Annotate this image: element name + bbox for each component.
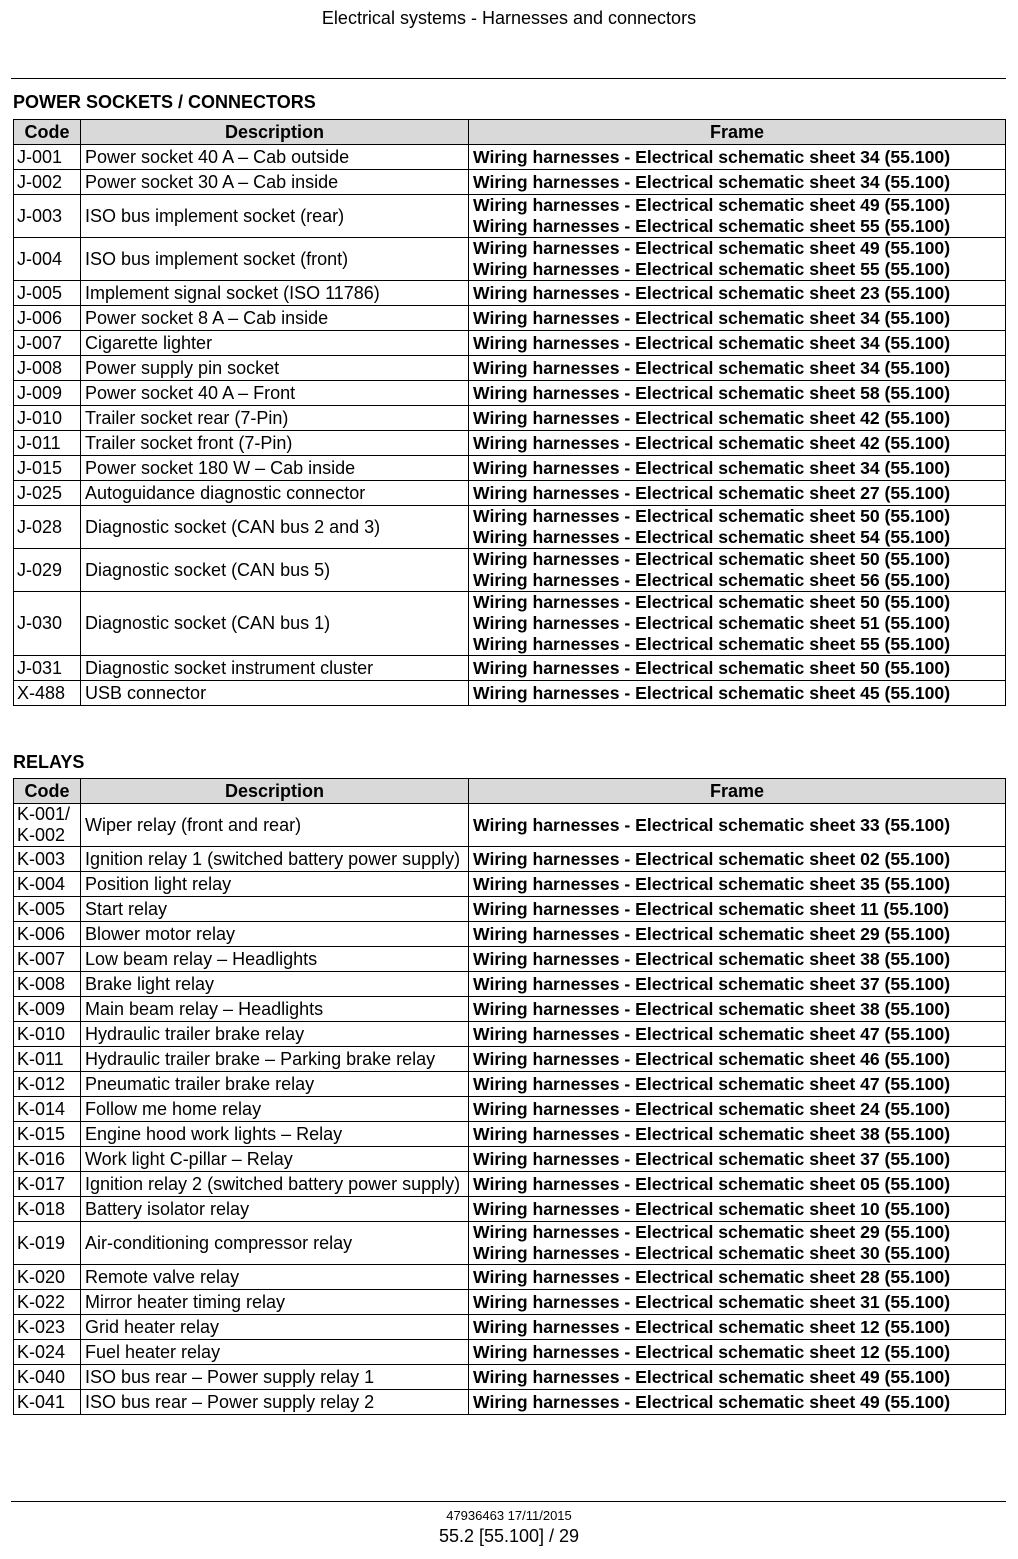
row-frame — [469, 549, 1006, 592]
row-description: Diagnostic socket (CAN bus 2 and 3) — [81, 506, 469, 549]
row-frame — [469, 1265, 1006, 1290]
row-frame — [469, 922, 1006, 947]
row-description: Battery isolator relay — [81, 1197, 469, 1222]
row-description: ISO bus rear – Power supply relay 1 — [81, 1365, 469, 1390]
row-code: K-023 — [14, 1315, 81, 1340]
frame-reference-link[interactable]: Wiring harnesses - Electrical schematic sheet 27 (55.100) — [473, 482, 951, 503]
frame-reference-link[interactable]: Wiring harnesses - Electrical schematic sheet 29 (55.100) — [473, 1222, 951, 1242]
row-code: J-030 — [14, 592, 81, 656]
row-description: Ignition relay 2 (switched battery power supply) — [81, 1172, 469, 1197]
table-row — [14, 1022, 1006, 1047]
table-row — [14, 1197, 1006, 1222]
row-frame — [469, 431, 1006, 456]
row-code: J-004 — [14, 238, 81, 281]
row-frame — [469, 1197, 1006, 1222]
row-frame — [469, 481, 1006, 506]
column-header-description: Description — [81, 120, 469, 145]
row-frame — [469, 897, 1006, 922]
row-frame — [469, 506, 1006, 549]
row-frame — [469, 804, 1006, 847]
row-code: K-022 — [14, 1290, 81, 1315]
table-row — [14, 506, 1006, 549]
row-code: J-025 — [14, 481, 81, 506]
footer-rule — [11, 1501, 1006, 1502]
row-frame — [469, 381, 1006, 406]
frame-reference-link[interactable]: Wiring harnesses - Electrical schematic sheet 50 (55.100) — [473, 549, 951, 569]
row-description: Trailer socket front (7-Pin) — [81, 431, 469, 456]
row-code: K-015 — [14, 1122, 81, 1147]
column-header-frame: Frame — [469, 779, 1006, 804]
frame-reference-link[interactable]: Wiring harnesses - Electrical schematic sheet 34 (55.100) — [473, 457, 951, 478]
table-row — [14, 1222, 1006, 1265]
row-code: J-028 — [14, 506, 81, 549]
table-row — [14, 922, 1006, 947]
frame-reference-link[interactable]: Wiring harnesses - Electrical schematic sheet 46 (55.100) — [473, 1048, 951, 1069]
row-frame — [469, 997, 1006, 1022]
frame-reference-link[interactable]: Wiring harnesses - Electrical schematic sheet 38 (55.100) — [473, 998, 951, 1019]
table-row — [14, 997, 1006, 1022]
table-header-row — [14, 779, 1006, 804]
row-frame — [469, 1022, 1006, 1047]
row-code: K-003 — [14, 847, 81, 872]
row-code: K-017 — [14, 1172, 81, 1197]
frame-reference-link[interactable]: Wiring harnesses - Electrical schematic sheet 47 (55.100) — [473, 1073, 951, 1094]
row-frame — [469, 1047, 1006, 1072]
row-description: Power socket 40 A – Cab outside — [81, 145, 469, 170]
frame-reference-link[interactable]: Wiring harnesses - Electrical schematic sheet 42 (55.100) — [473, 407, 951, 428]
row-description: ISO bus implement socket (rear) — [81, 195, 469, 238]
footer-document-id: 47936463 17/11/2015 — [446, 1508, 572, 1523]
table-row — [14, 381, 1006, 406]
table-row — [14, 481, 1006, 506]
table-row — [14, 456, 1006, 481]
frame-reference-link[interactable]: Wiring harnesses - Electrical schematic sheet 58 (55.100) — [473, 382, 951, 403]
row-frame — [469, 238, 1006, 281]
row-description: Remote valve relay — [81, 1265, 469, 1290]
frame-reference-link[interactable]: Wiring harnesses - Electrical schematic sheet 35 (55.100) — [473, 873, 951, 894]
table-row — [14, 356, 1006, 381]
row-code: X-488 — [14, 681, 81, 706]
row-description: Diagnostic socket instrument cluster — [81, 656, 469, 681]
row-description: Power socket 30 A – Cab inside — [81, 170, 469, 195]
row-description: Main beam relay – Headlights — [81, 997, 469, 1022]
frame-reference-link[interactable]: Wiring harnesses - Electrical schematic sheet 49 (55.100) — [473, 195, 951, 215]
row-frame — [469, 145, 1006, 170]
frame-reference-link[interactable]: Wiring harnesses - Electrical schematic sheet 23 (55.100) — [473, 282, 951, 303]
row-description: Diagnostic socket (CAN bus 5) — [81, 549, 469, 592]
frame-reference-link[interactable]: Wiring harnesses - Electrical schematic sheet 30 (55.100) — [473, 1243, 951, 1263]
row-code: K-004 — [14, 872, 81, 897]
frame-reference-link[interactable]: Wiring harnesses - Electrical schematic sheet 12 (55.100) — [473, 1316, 951, 1337]
frame-reference-link[interactable]: Wiring harnesses - Electrical schematic sheet 49 (55.100) — [473, 238, 951, 258]
table-row — [14, 281, 1006, 306]
table-row — [14, 331, 1006, 356]
row-frame — [469, 1072, 1006, 1097]
frame-reference-link[interactable]: Wiring harnesses - Electrical schematic sheet 10 (55.100) — [473, 1198, 951, 1219]
row-description: Blower motor relay — [81, 922, 469, 947]
table-row — [14, 1147, 1006, 1172]
frame-reference-link[interactable]: Wiring harnesses - Electrical schematic sheet 42 (55.100) — [473, 432, 951, 453]
row-description: Cigarette lighter — [81, 331, 469, 356]
frame-reference-link[interactable]: Wiring harnesses - Electrical schematic sheet 50 (55.100) — [473, 506, 951, 526]
row-code: K-040 — [14, 1365, 81, 1390]
table-row — [14, 897, 1006, 922]
table-row — [14, 804, 1006, 847]
frame-reference-link[interactable]: Wiring harnesses - Electrical schematic sheet 05 (55.100) — [473, 1173, 951, 1194]
row-code: J-005 — [14, 281, 81, 306]
table-row — [14, 1122, 1006, 1147]
row-description: Air-conditioning compressor relay — [81, 1222, 469, 1265]
column-header-frame: Frame — [469, 120, 1006, 145]
row-frame — [469, 947, 1006, 972]
row-description: Implement signal socket (ISO 11786) — [81, 281, 469, 306]
row-description: Diagnostic socket (CAN bus 1) — [81, 592, 469, 656]
row-description: Pneumatic trailer brake relay — [81, 1072, 469, 1097]
row-frame — [469, 656, 1006, 681]
row-code: K-006 — [14, 922, 81, 947]
table-row — [14, 1265, 1006, 1290]
table-row — [14, 195, 1006, 238]
row-description: Follow me home relay — [81, 1097, 469, 1122]
row-code: K-016 — [14, 1147, 81, 1172]
row-code: J-010 — [14, 406, 81, 431]
frame-reference-link[interactable]: Wiring harnesses - Electrical schematic sheet 37 (55.100) — [473, 973, 951, 994]
table-header-row — [14, 120, 1006, 145]
row-frame — [469, 456, 1006, 481]
frame-reference-link[interactable]: Wiring harnesses - Electrical schematic sheet 56 (55.100) — [473, 570, 951, 590]
row-description: USB connector — [81, 681, 469, 706]
row-frame — [469, 1222, 1006, 1265]
row-code: K-007 — [14, 947, 81, 972]
row-code: K-009 — [14, 997, 81, 1022]
frame-reference-link[interactable]: Wiring harnesses - Electrical schematic sheet 34 (55.100) — [473, 171, 951, 192]
footer-page-number: 55.2 [55.100] / 29 — [438, 1526, 580, 1546]
row-description: Autoguidance diagnostic connector — [81, 481, 469, 506]
row-frame — [469, 1147, 1006, 1172]
frame-reference-link[interactable]: Wiring harnesses - Electrical schematic sheet 55 (55.100) — [473, 634, 951, 654]
row-code: J-002 — [14, 170, 81, 195]
row-description: Grid heater relay — [81, 1315, 469, 1340]
column-header-code: Code — [14, 120, 81, 145]
row-code: K-001/ K-002 — [14, 804, 81, 847]
table-row — [14, 1097, 1006, 1122]
row-frame — [469, 1290, 1006, 1315]
row-description: Fuel heater relay — [81, 1340, 469, 1365]
table-row — [14, 1390, 1006, 1415]
table-row — [14, 238, 1006, 281]
frame-reference-link[interactable]: Wiring harnesses - Electrical schematic sheet 24 (55.100) — [473, 1098, 951, 1119]
row-frame — [469, 1172, 1006, 1197]
frame-reference-link[interactable]: Wiring harnesses - Electrical schematic sheet 34 (55.100) — [473, 146, 951, 167]
power-sockets-table-body — [14, 145, 1006, 706]
frame-reference-link[interactable]: Wiring harnesses - Electrical schematic sheet 50 (55.100) — [473, 657, 951, 678]
row-frame — [469, 1340, 1006, 1365]
row-description: Position light relay — [81, 872, 469, 897]
row-code: J-029 — [14, 549, 81, 592]
row-code: J-007 — [14, 331, 81, 356]
table-row — [14, 431, 1006, 456]
row-frame — [469, 281, 1006, 306]
row-code: K-041 — [14, 1390, 81, 1415]
row-frame — [469, 1365, 1006, 1390]
row-code: J-001 — [14, 145, 81, 170]
relays-table-body — [14, 804, 1006, 1415]
frame-reference-link[interactable]: Wiring harnesses - Electrical schematic sheet 55 (55.100) — [473, 216, 951, 236]
row-description: Ignition relay 1 (switched battery power supply) — [81, 847, 469, 872]
row-code: J-011 — [14, 431, 81, 456]
row-description: Mirror heater timing relay — [81, 1290, 469, 1315]
row-description: Power socket 180 W – Cab inside — [81, 456, 469, 481]
table-row — [14, 170, 1006, 195]
row-code: K-014 — [14, 1097, 81, 1122]
row-code: K-011 — [14, 1047, 81, 1072]
row-code: K-018 — [14, 1197, 81, 1222]
row-frame — [469, 170, 1006, 195]
row-frame — [469, 681, 1006, 706]
frame-reference-link[interactable]: Wiring harnesses - Electrical schematic sheet 02 (55.100) — [473, 848, 951, 869]
frame-reference-link[interactable]: Wiring harnesses - Electrical schematic sheet 34 (55.100) — [473, 357, 951, 378]
row-description: Power supply pin socket — [81, 356, 469, 381]
table-row — [14, 1365, 1006, 1390]
column-header-description: Description — [81, 779, 469, 804]
table-row — [14, 1315, 1006, 1340]
row-frame — [469, 847, 1006, 872]
frame-reference-link[interactable]: Wiring harnesses - Electrical schematic sheet 47 (55.100) — [473, 1023, 951, 1044]
row-description: Trailer socket rear (7-Pin) — [81, 406, 469, 431]
frame-reference-link[interactable]: Wiring harnesses - Electrical schematic sheet 29 (55.100) — [473, 923, 951, 944]
row-frame — [469, 1390, 1006, 1415]
table-row — [14, 681, 1006, 706]
frame-reference-link[interactable]: Wiring harnesses - Electrical schematic sheet 11 (55.100) — [473, 898, 950, 919]
table-row — [14, 1172, 1006, 1197]
frame-reference-link[interactable]: Wiring harnesses - Electrical schematic sheet 37 (55.100) — [473, 1148, 951, 1169]
table-row — [14, 1072, 1006, 1097]
row-description: Engine hood work lights – Relay — [81, 1122, 469, 1147]
relays-table — [13, 778, 1006, 1415]
table-row — [14, 1340, 1006, 1365]
row-frame — [469, 406, 1006, 431]
frame-reference-link[interactable]: Wiring harnesses - Electrical schematic sheet 34 (55.100) — [473, 307, 951, 328]
table-row — [14, 947, 1006, 972]
row-frame — [469, 872, 1006, 897]
row-description: Hydraulic trailer brake – Parking brake relay — [81, 1047, 469, 1072]
row-description: ISO bus rear – Power supply relay 2 — [81, 1390, 469, 1415]
column-header-code: Code — [14, 779, 81, 804]
row-code: J-003 — [14, 195, 81, 238]
header-rule — [11, 78, 1006, 79]
frame-reference-link[interactable]: Wiring harnesses - Electrical schematic sheet 38 (55.100) — [473, 948, 951, 969]
row-code: J-006 — [14, 306, 81, 331]
row-description: Work light C-pillar – Relay — [81, 1147, 469, 1172]
frame-reference-link[interactable]: Wiring harnesses - Electrical schematic sheet 33 (55.100) — [473, 814, 951, 835]
table-row — [14, 847, 1006, 872]
row-code: K-024 — [14, 1340, 81, 1365]
row-frame — [469, 356, 1006, 381]
row-description: Brake light relay — [81, 972, 469, 997]
table-row — [14, 656, 1006, 681]
row-frame — [469, 195, 1006, 238]
frame-reference-link[interactable]: Wiring harnesses - Electrical schematic sheet 31 (55.100) — [473, 1291, 951, 1312]
row-frame — [469, 331, 1006, 356]
row-code: J-009 — [14, 381, 81, 406]
row-description: ISO bus implement socket (front) — [81, 238, 469, 281]
table-row — [14, 872, 1006, 897]
table-row — [14, 1290, 1006, 1315]
row-description: Power socket 40 A – Front — [81, 381, 469, 406]
row-description: Wiper relay (front and rear) — [81, 804, 469, 847]
frame-reference-link[interactable]: Wiring harnesses - Electrical schematic sheet 38 (55.100) — [473, 1123, 951, 1144]
row-code: K-010 — [14, 1022, 81, 1047]
table-row — [14, 306, 1006, 331]
table-row — [14, 406, 1006, 431]
row-code: K-008 — [14, 972, 81, 997]
row-description: Low beam relay – Headlights — [81, 947, 469, 972]
frame-reference-link[interactable]: Wiring harnesses - Electrical schematic sheet 51 (55.100) — [473, 613, 951, 633]
frame-reference-link[interactable]: Wiring harnesses - Electrical schematic sheet 54 (55.100) — [473, 527, 951, 547]
power-sockets-table — [13, 119, 1006, 706]
frame-reference-link[interactable]: Wiring harnesses - Electrical schematic sheet 50 (55.100) — [473, 592, 951, 612]
row-code: K-019 — [14, 1222, 81, 1265]
row-code: K-012 — [14, 1072, 81, 1097]
frame-reference-link[interactable]: Wiring harnesses - Electrical schematic sheet 34 (55.100) — [473, 332, 951, 353]
frame-reference-link[interactable]: Wiring harnesses - Electrical schematic sheet 12 (55.100) — [473, 1341, 951, 1362]
row-description: Hydraulic trailer brake relay — [81, 1022, 469, 1047]
frame-reference-link[interactable]: Wiring harnesses - Electrical schematic sheet 45 (55.100) — [473, 682, 951, 703]
row-frame — [469, 306, 1006, 331]
page-header-title: Electrical systems - Harnesses and connectors — [321, 8, 697, 28]
table-row — [14, 592, 1006, 656]
frame-reference-link[interactable]: Wiring harnesses - Electrical schematic sheet 28 (55.100) — [473, 1266, 951, 1287]
row-frame — [469, 1315, 1006, 1340]
row-frame — [469, 1122, 1006, 1147]
section-title-power-sockets: POWER SOCKETS / CONNECTORS — [13, 92, 316, 112]
row-frame — [469, 592, 1006, 656]
row-description: Start relay — [81, 897, 469, 922]
frame-reference-link[interactable]: Wiring harnesses - Electrical schematic sheet 55 (55.100) — [473, 259, 951, 279]
row-frame — [469, 972, 1006, 997]
section-title-relays: RELAYS — [13, 752, 85, 772]
table-row — [14, 1047, 1006, 1072]
row-frame — [469, 1097, 1006, 1122]
row-code: J-008 — [14, 356, 81, 381]
table-row — [14, 972, 1006, 997]
frame-reference-link[interactable]: Wiring harnesses - Electrical schematic sheet 49 (55.100) — [473, 1391, 951, 1412]
table-row — [14, 145, 1006, 170]
table-row — [14, 549, 1006, 592]
row-code: K-005 — [14, 897, 81, 922]
frame-reference-link[interactable]: Wiring harnesses - Electrical schematic sheet 49 (55.100) — [473, 1366, 951, 1387]
row-description: Power socket 8 A – Cab inside — [81, 306, 469, 331]
row-code: J-015 — [14, 456, 81, 481]
row-code: K-020 — [14, 1265, 81, 1290]
row-code: J-031 — [14, 656, 81, 681]
